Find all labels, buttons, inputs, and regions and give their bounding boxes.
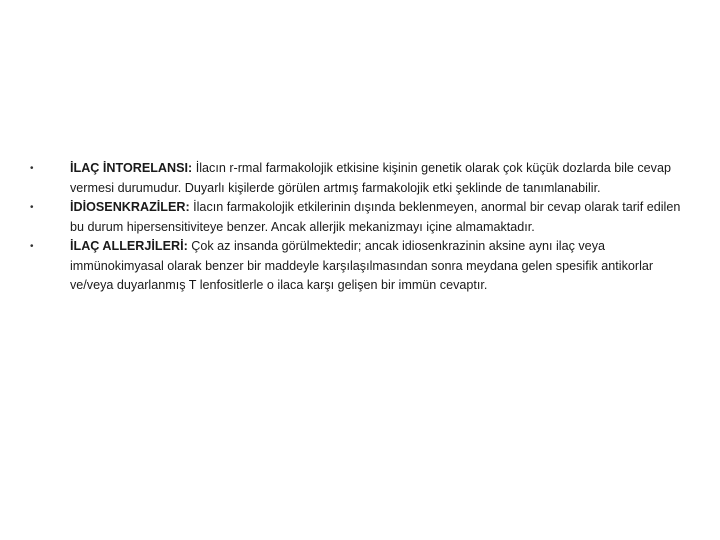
bullet-term: İDİOSENKRAZİLER: (70, 200, 190, 214)
bullet-text: Çok az insanda görülmektedir; ancak idiosenkrazinin aksine aynı ilaç veya immünokimyasal olarak benzer bir maddeyle karşılaşılmasından sonra meydana gelen spesifik antikorlar ve/veya duyarlanmış T lenfositlerle o ilaca karşı gelişen bir immün cevaptır. (70, 239, 654, 292)
bullet-item-ilac-intoleransi (30, 159, 690, 198)
bullet-item-ilac-allerjileri (30, 237, 690, 296)
bullet-dot-icon: • (30, 241, 34, 252)
bullet-dot-icon: • (30, 163, 34, 174)
bullet-text: İlacın farmakolojik etkilerinin dışında beklenmeyen, anormal bir cevap olarak tarif edilen bu durum hipersensitiviteye benzer. Ancak allerjik mekanizmayı içine almamaktadır. (70, 200, 681, 234)
bullet-term: İLAÇ İNTORELANSI: (70, 161, 193, 175)
bullet-term: İLAÇ ALLERJİLERİ: (70, 239, 188, 253)
bullet-text: İlacın r-rmal farmakolojik etkisine kişinin genetik olarak çok küçük dozlarda bile cevap vermesi durumudur. Duyarlı kişilerde görülen artmış farmakolojik etki şeklinde de tanımlanabilir. (70, 161, 671, 195)
bullet-list (30, 159, 690, 296)
bullet-item-idiosenkraziler (30, 198, 690, 237)
bullet-dot-icon: • (30, 202, 34, 213)
